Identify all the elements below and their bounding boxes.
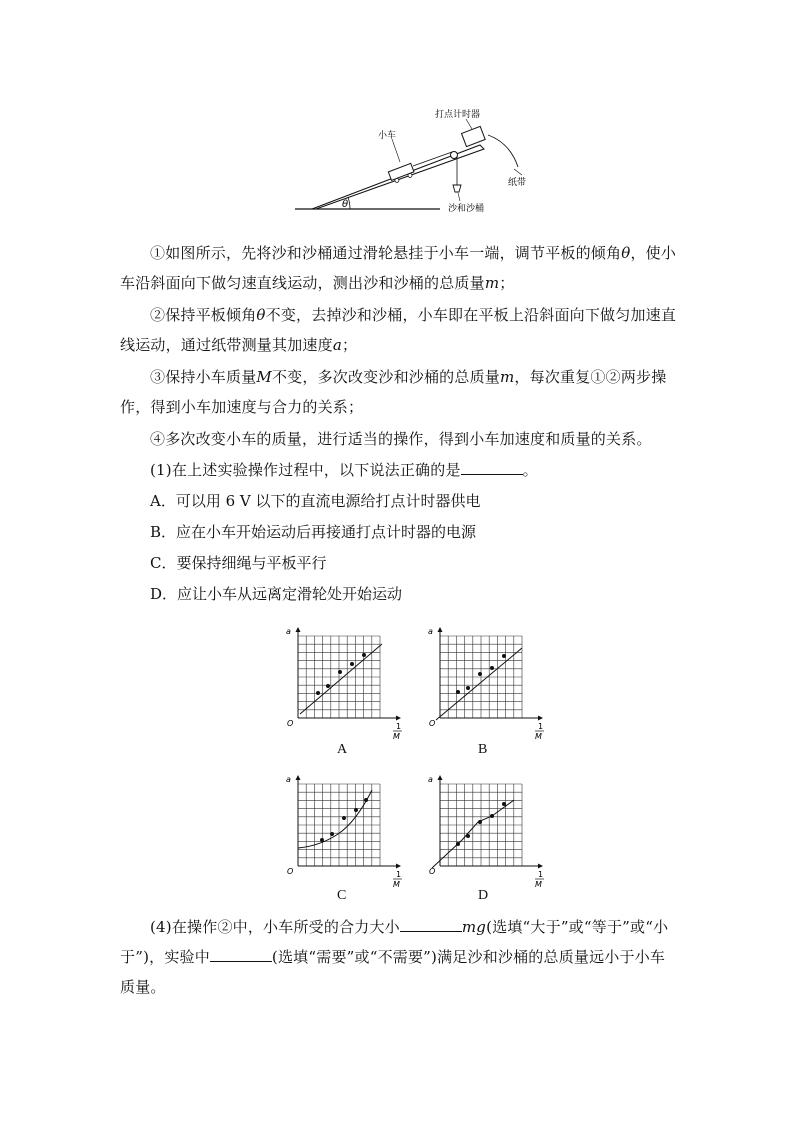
answer-blank-1[interactable] — [461, 458, 523, 475]
caption-c: C — [337, 888, 347, 903]
x-axis-denominator: M — [535, 880, 542, 889]
x-axis-denominator: M — [393, 880, 400, 889]
data-point — [364, 798, 368, 802]
data-point — [326, 684, 330, 688]
option-b: B．应在小车开始运动后再接通打点计时器的电源 — [150, 523, 477, 541]
data-point — [354, 808, 358, 812]
fit-line — [300, 644, 382, 714]
x-axis-denominator: M — [393, 732, 400, 741]
timer-label: 打点计时器 — [435, 110, 481, 120]
graph-a — [280, 622, 402, 741]
cart-label: 小车 — [378, 131, 397, 141]
x-axis-denominator: M — [535, 732, 542, 741]
data-point — [350, 662, 354, 666]
origin-label: O — [429, 867, 436, 876]
data-point — [342, 816, 346, 820]
answer-blank-4a[interactable] — [400, 915, 462, 932]
tape-label: 纸带 — [508, 178, 527, 188]
data-point — [466, 834, 470, 838]
x-axis-numerator: 1 — [538, 722, 544, 731]
step-1: ①如图所示，先将沙和沙桶通过滑轮悬挂于小车一端，调节平板的倾角θ，使小车沿斜面向下做匀速直线运动，测出沙和沙桶的总质量m； — [120, 244, 677, 292]
apparatus-diagram — [290, 105, 540, 220]
step-4: ④多次改变小车的质量，进行适当的操作，得到小车加速度和质量的关系。 — [150, 430, 652, 448]
data-point — [478, 820, 482, 824]
angle-label: θ — [342, 199, 349, 210]
x-axis-arrow — [396, 864, 401, 869]
question-1: (1)在上述实验操作过程中，以下说法正确的是 。 — [120, 455, 680, 485]
caption-d: D — [478, 888, 489, 903]
x-axis-numerator: 1 — [538, 870, 544, 879]
origin-label: O — [287, 719, 294, 728]
graph-b — [422, 622, 544, 741]
y-axis-label: a — [286, 775, 291, 784]
answer-blank-4b[interactable] — [210, 945, 272, 962]
data-point — [456, 842, 460, 846]
data-point — [362, 653, 366, 657]
data-point — [502, 654, 506, 658]
option-c: C．要保持细绳与平板平行 — [150, 554, 327, 572]
data-point — [490, 814, 494, 818]
question-4: (4)在操作②中，小车所受的合力大小 mg(选填“大于”或“等于”或“小于”)，实验中 (选填“需要”或“不需要”)满足沙和沙桶的总质量远小于小车质量。 — [120, 912, 680, 1002]
data-point — [456, 690, 460, 694]
y-axis-label: a — [428, 775, 433, 784]
y-axis-label: a — [286, 627, 291, 636]
x-axis-numerator: 1 — [396, 870, 402, 879]
y-axis-arrow — [438, 775, 443, 780]
y-axis-label: a — [428, 627, 433, 636]
graph-c — [280, 770, 402, 889]
data-point — [502, 802, 506, 806]
x-axis-numerator: 1 — [396, 722, 402, 731]
fit-line — [436, 648, 522, 720]
data-point — [490, 666, 494, 670]
graph-d — [422, 770, 544, 889]
x-axis-arrow — [396, 716, 401, 721]
fit-line — [298, 790, 372, 848]
y-axis-arrow — [296, 627, 301, 632]
data-point — [338, 670, 342, 674]
origin-label: O — [429, 719, 436, 728]
origin-label: O — [287, 867, 294, 876]
x-axis-arrow — [538, 716, 543, 721]
bucket-label: 沙和沙桶 — [448, 204, 485, 214]
caption-b: B — [478, 742, 488, 757]
step-2: ②保持平板倾角θ不变，去掉沙和沙桶，小车即在平板上沿斜面向下做匀加速直线运动，通过纸带测量其加速度a； — [120, 306, 677, 354]
data-point — [320, 838, 324, 842]
step-3: ③保持小车质量M不变，多次改变沙和沙桶的总质量m，每次重复①②两步操作，得到小车加速度与合力的关系； — [120, 368, 667, 416]
data-point — [466, 686, 470, 690]
y-axis-arrow — [296, 775, 301, 780]
data-point — [478, 672, 482, 676]
option-a: A．可以用 6 V 以下的直流电源给打点计时器供电 — [150, 492, 481, 510]
data-point — [330, 832, 334, 836]
option-d: D．应让小车从远离定滑轮处开始运动 — [150, 585, 403, 603]
data-point — [316, 691, 320, 695]
y-axis-arrow — [438, 627, 443, 632]
x-axis-arrow — [538, 864, 543, 869]
caption-a: A — [337, 742, 348, 757]
